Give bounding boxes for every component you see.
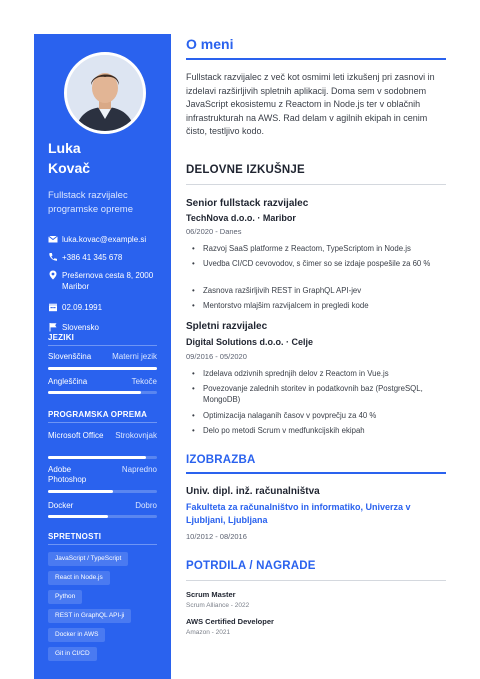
experience-rule [186,184,446,185]
job-bullet: • Zasnova razširljivih REST in GraphQL API-jev [192,285,457,296]
language-bar-slovene [48,367,157,370]
language-item-english [48,377,157,387]
job-company-2: Digital Solutions d.o.o. · Celje [186,337,314,347]
language-bar-fill [48,367,157,370]
job-bullet: • Mentorstvo mlajšim razvijalcem in pregledi kode [192,300,457,311]
about-text: Fullstack razvijalec z več kot osmimi leti izkušenj pri zasnovi in izdelavi razširljivih spletnih aplikacij. Doma sem v sodobnem JavaScript ekosistemu z Reactom in Node.js ter v oblačnih infrastrukturah na AWS. Rad delam v agilnih ekipah in cenim čisto, testljivo kodo. [186,72,435,136]
job-title-2: Spletni razvijalec [186,321,268,332]
last-name: Kovač [48,160,91,176]
education-rule [186,472,446,474]
certificate-name: Scrum Master [186,590,236,599]
certificate-name: AWS Certified Developer [186,617,274,626]
software-bar-fill [48,490,113,493]
phone-text: +386 41 345 678 [62,253,123,262]
software-bar-photoshop [48,490,157,493]
education-dates: 10/2012 - 08/2016 [186,532,247,541]
birthdate-text: 02.09.1991 [62,303,103,312]
software-item-office [48,431,157,441]
job-dates-2: 09/2016 - 05/2020 [186,352,247,361]
job-bullet: • Povezovanje zalednih storitev in podatkovnih baz (PostgreSQL, MongoDB) [192,383,457,405]
job-company-1: TechNova d.o.o. · Maribor [186,213,296,223]
skill-chip: Docker in AWS [48,628,105,642]
skills-divider [48,544,157,545]
language-name: Slovenščina [48,352,92,361]
skill-chip: Git in CI/CD [48,647,97,661]
skill-chip: JavaScript / TypeScript [48,552,128,566]
skills-heading: SPRETNOSTI [48,532,102,541]
software-bar-fill [48,515,108,518]
calendar-icon [48,302,58,312]
experience-heading: DELOVNE IZKUŠNJE [186,164,305,176]
language-bar-english [48,391,157,394]
job-bullet: • Izdelava odzivnih sprednjih delov z Reactom in Vue.js [192,368,457,379]
address-row [48,270,166,292]
software-bar-office [48,456,157,459]
software-divider [48,422,157,423]
skill-chip: REST in GraphQL API-ji [48,609,131,623]
language-level: Materni jezik [112,352,157,361]
profile-photo [67,55,143,131]
software-heading: PROGRAMSKA OPREMA [48,410,148,419]
about-rule [186,58,446,60]
language-bar-fill [48,391,141,394]
phone-row [48,252,166,263]
software-level: Dobro [135,501,157,510]
job-bullet: • Razvoj SaaS platforme z Reactom, TypeScriptom in Node.js [192,243,457,254]
software-level: Strokovnjak [115,431,157,440]
education-school: Fakulteta za računalništvo in informatiko, Univerza v Ljubljani, Ljubljana [186,502,411,525]
birthdate-row [48,302,166,313]
skill-chip: Python [48,590,82,604]
job-title: Fullstack razvijalec programske opreme [48,190,134,215]
language-name: Angleščina [48,377,88,386]
software-name: Microsoft Office [48,431,104,440]
job-bullet: • Uvedba CI/CD cevovodov, s čimer so se izdaje pospešile za 60 % [192,258,457,269]
software-level: Napredno [121,465,157,474]
software-item-photoshop [48,465,157,485]
software-name: Docker [48,501,74,510]
software-bar-docker [48,515,157,518]
software-bar-fill [48,456,146,459]
job-dates-1: 06/2020 - Danes [186,227,242,236]
certificate-issuer: Amazon - 2021 [186,629,231,636]
skill-chip: React in Node.js [48,571,110,585]
person-name [48,138,90,178]
languages-divider [48,345,157,346]
first-name: Luka [48,140,81,156]
email-row [48,234,166,245]
software-item-docker [48,501,157,511]
address-text: Prešernova cesta 8, 2000 Maribor [62,271,154,291]
location-pin-icon [48,270,58,280]
job-bullet: • Delo po metodi Scrum v medfunkcijskih ekipah [192,425,457,436]
certificates-rule [186,580,446,581]
sidebar [34,34,171,679]
languages-heading: JEZIKI [48,333,75,342]
flag-icon [48,322,58,332]
avatar [64,52,146,134]
mail-icon [48,234,58,244]
education-degree: Univ. dipl. inž. računalništva [186,486,320,497]
email-text: luka.kovac@example.si [62,235,147,244]
job-title-1: Senior fullstack razvijalec [186,198,309,209]
job-bullet: • Optimizacija nalaganih časov v povprečju za 40 % [192,410,457,421]
nationality-row [48,322,166,333]
language-item-slovene [48,352,157,362]
about-heading: O meni [186,36,234,52]
certificates-heading: POTRDILA / NAGRADE [186,560,316,572]
education-heading: IZOBRAZBA [186,454,256,466]
phone-icon [48,252,58,262]
language-level: Tekoče [131,377,157,386]
software-name: Adobe Photoshop [48,465,87,484]
nationality-text: Slovensko [62,323,99,332]
certificate-issuer: Scrum Alliance - 2022 [186,602,250,609]
